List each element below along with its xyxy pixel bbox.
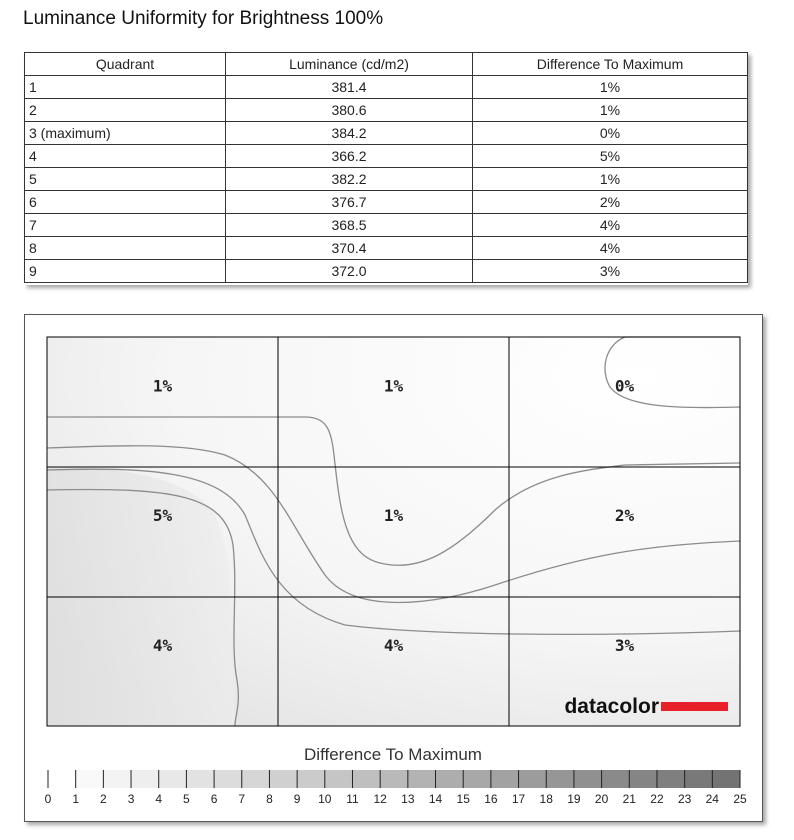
scale-tick-label: 3	[127, 792, 135, 806]
scale-tick-labels	[45, 792, 747, 806]
scale-box	[103, 770, 131, 788]
scale-box	[408, 770, 436, 788]
datacolor-logo-text: datacolor	[564, 695, 659, 718]
cell-quadrant: 6	[25, 191, 226, 214]
cell-difference: 4%	[473, 214, 748, 237]
scale-tick-label: 9	[293, 792, 301, 806]
scale-tick-label: 15	[456, 792, 470, 806]
scale-tick-label: 22	[650, 792, 664, 806]
scale-box	[463, 770, 491, 788]
scale-box	[352, 770, 380, 788]
table-row	[25, 260, 748, 283]
scale-tick-label: 17	[511, 792, 526, 806]
scale-box	[491, 770, 519, 788]
table-header-row	[25, 53, 748, 76]
header-luminance: Luminance (cd/m2)	[226, 53, 473, 76]
scale-box	[685, 770, 713, 788]
scale-tick-label: 13	[401, 792, 415, 806]
scale-tick-label: 20	[594, 792, 609, 806]
cell-luminance: 382.2	[226, 168, 473, 191]
cell-luminance: 372.0	[226, 260, 473, 283]
scale-tick-label: 5	[183, 792, 190, 806]
heatmap-area	[47, 337, 740, 726]
table-row	[25, 191, 748, 214]
scale-tick-label: 2	[100, 792, 107, 806]
uniformity-map	[25, 315, 762, 821]
scale-box	[214, 770, 242, 788]
scale-tick-label: 8	[266, 792, 273, 806]
scale-box	[436, 770, 464, 788]
scale-tick-label: 23	[677, 792, 692, 806]
scale-tick-label: 1	[72, 792, 80, 806]
cell-luminance: 370.4	[226, 237, 473, 260]
scale-tick-label: 10	[318, 792, 332, 806]
cell-difference: 5%	[473, 145, 748, 168]
cell-quadrant: 1	[25, 76, 226, 99]
header-difference: Difference To Maximum	[473, 53, 748, 76]
cell-value-label: 3%	[614, 635, 635, 655]
table-row	[25, 122, 748, 145]
cell-quadrant: 5	[25, 168, 226, 191]
cell-value-label: 1%	[383, 376, 404, 396]
table-row	[25, 76, 748, 99]
scale-box	[325, 770, 353, 788]
scale-box	[48, 770, 76, 788]
uniformity-map-container	[24, 314, 763, 822]
scale-tick-label: 21	[622, 792, 636, 806]
cell-luminance: 381.4	[226, 76, 473, 99]
cell-difference: 2%	[473, 191, 748, 214]
table-row	[25, 99, 748, 122]
scale-tick-label: 19	[567, 792, 581, 806]
cell-value-label: 5%	[152, 506, 173, 526]
scale-box	[712, 770, 740, 788]
cell-difference: 3%	[473, 260, 748, 283]
cell-quadrant: 4	[25, 145, 226, 168]
luminance-table-container	[24, 52, 748, 285]
scale-box	[380, 770, 408, 788]
datacolor-logo-bar	[661, 702, 728, 711]
scale-tick-label: 18	[539, 792, 553, 806]
page-title: Luminance Uniformity for Brightness 100%	[23, 8, 384, 29]
cell-value-label: 1%	[152, 376, 173, 396]
cell-quadrant: 9	[25, 260, 226, 283]
table-row	[25, 237, 748, 260]
scale-tick-label: 0	[44, 792, 52, 806]
scale-box	[131, 770, 159, 788]
scale-box	[159, 770, 187, 788]
cell-luminance: 380.6	[226, 99, 473, 122]
scale-title: Difference To Maximum	[304, 745, 482, 764]
scale-tick-label: 7	[238, 792, 246, 806]
cell-value-label: 1%	[383, 506, 404, 526]
cell-quadrant: 3 (maximum)	[25, 122, 226, 145]
cell-difference: 1%	[473, 99, 748, 122]
scale-tick-label: 16	[484, 792, 498, 806]
scale-box	[602, 770, 630, 788]
header-quadrant: Quadrant	[25, 53, 226, 76]
scale-tick-label: 25	[733, 792, 747, 806]
scale-tick-label: 14	[428, 792, 443, 806]
scale-box	[546, 770, 574, 788]
luminance-table	[24, 52, 748, 283]
cell-luminance: 384.2	[226, 122, 473, 145]
cell-difference: 0%	[473, 122, 748, 145]
scale-box	[574, 770, 602, 788]
table-row	[25, 214, 748, 237]
color-scale	[48, 770, 740, 788]
table-row	[25, 168, 748, 191]
cell-difference: 1%	[473, 168, 748, 191]
scale-box	[242, 770, 270, 788]
scale-box	[657, 770, 685, 788]
scale-tick-label: 4	[155, 792, 163, 806]
cell-value-label: 4%	[383, 635, 404, 655]
cell-value-label: 2%	[614, 506, 635, 526]
scale-box	[76, 770, 104, 788]
scale-tick-label: 24	[705, 792, 719, 806]
cell-quadrant: 7	[25, 214, 226, 237]
scale-tick-label: 11	[346, 792, 359, 806]
cell-luminance: 366.2	[226, 145, 473, 168]
cell-value-label: 4%	[152, 635, 173, 655]
scale-box	[519, 770, 547, 788]
cell-quadrant: 2	[25, 99, 226, 122]
scale-box	[629, 770, 657, 788]
cell-value-label: 0%	[614, 376, 635, 396]
scale-tick-label: 12	[373, 792, 387, 806]
scale-box	[269, 770, 297, 788]
scale-box	[186, 770, 214, 788]
cell-difference: 1%	[473, 76, 748, 99]
scale-tick-label: 6	[210, 792, 218, 806]
cell-difference: 4%	[473, 237, 748, 260]
cell-luminance: 376.7	[226, 191, 473, 214]
scale-box	[297, 770, 325, 788]
cell-luminance: 368.5	[226, 214, 473, 237]
cell-quadrant: 8	[25, 237, 226, 260]
table-row	[25, 145, 748, 168]
